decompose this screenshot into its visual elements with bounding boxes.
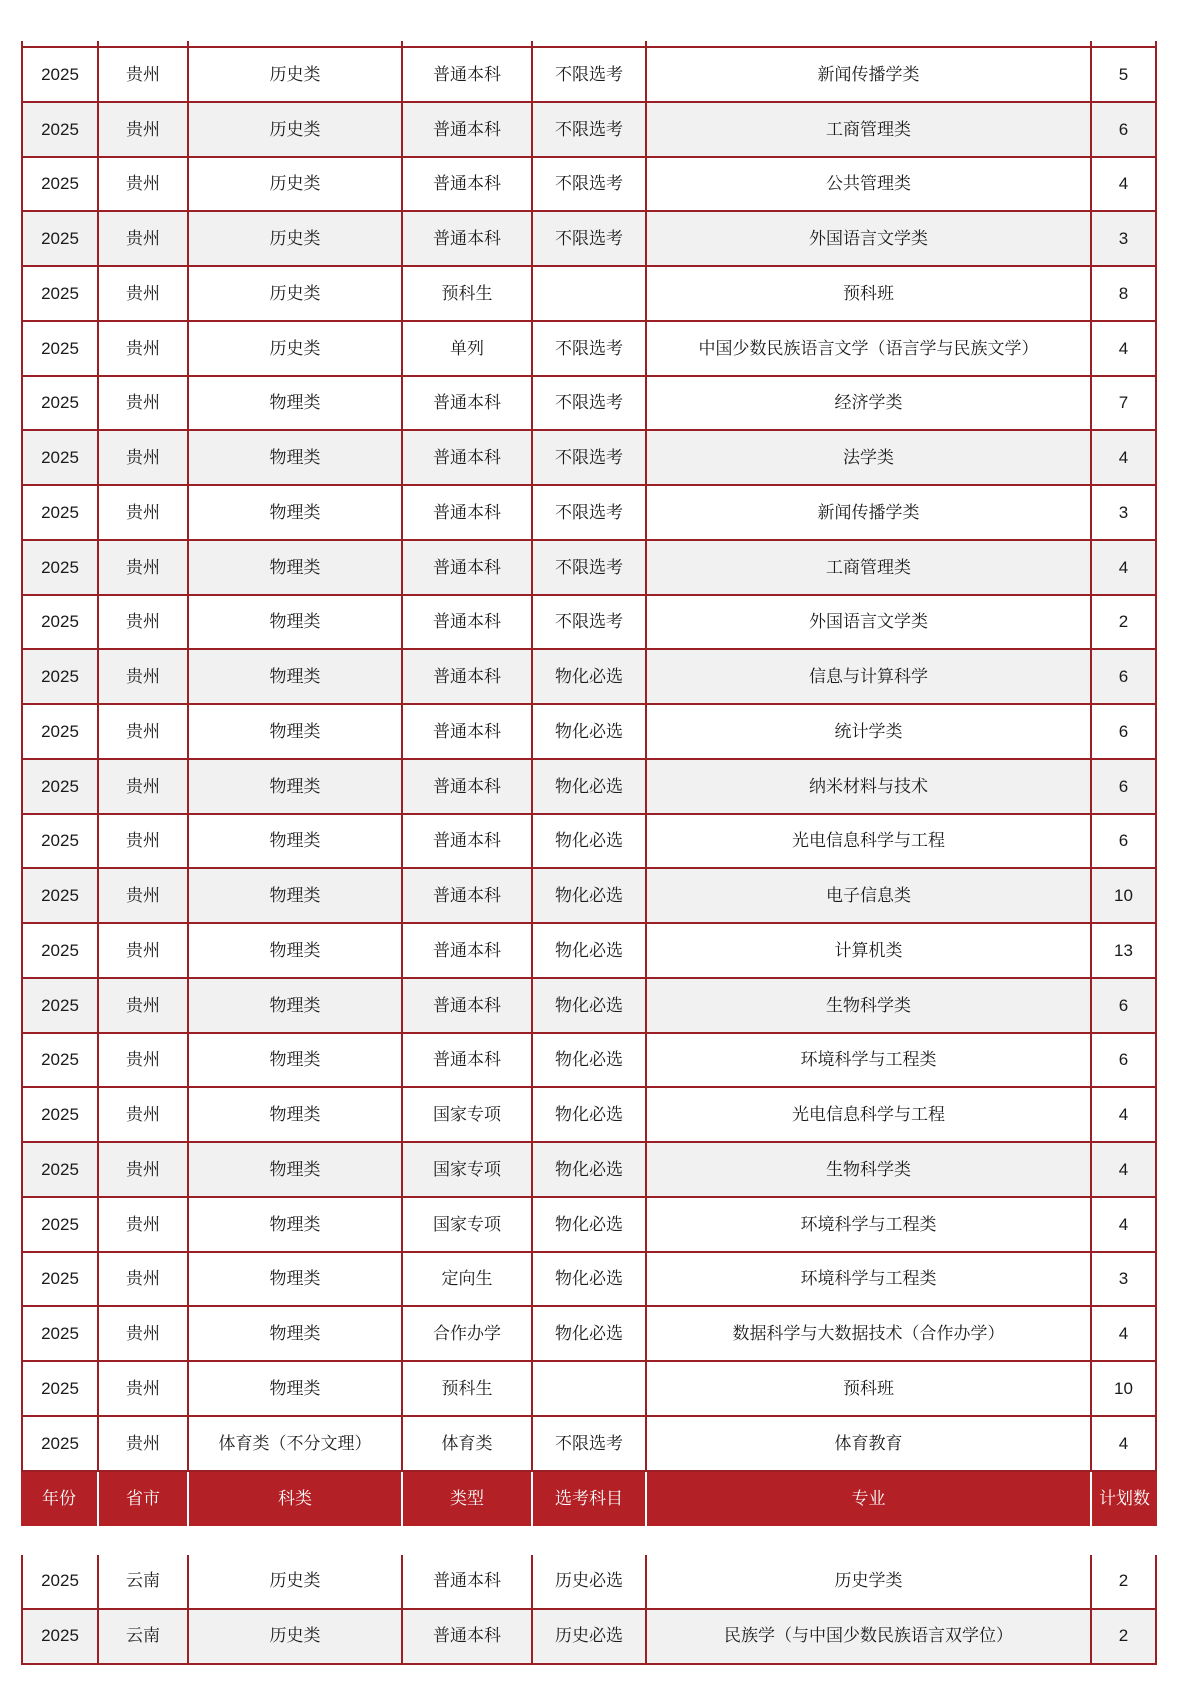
- cell-year: 2025: [21, 1253, 99, 1306]
- cell-type: 普通本科: [403, 431, 533, 484]
- cell-count: 4: [1092, 1307, 1157, 1360]
- cell-type: 普通本科: [403, 979, 533, 1032]
- table-row: [21, 1555, 1157, 1610]
- cell-count: 5: [1092, 48, 1157, 101]
- table-row: [21, 1417, 1157, 1472]
- stub-cell: [1092, 41, 1157, 46]
- cell-year: 2025: [21, 1088, 99, 1141]
- cell-type: 普通本科: [403, 541, 533, 594]
- stub-cell: [403, 41, 533, 46]
- cell-count: 2: [1092, 1610, 1157, 1663]
- cell-count: 2: [1092, 1555, 1157, 1608]
- cell-category: 物理类: [189, 924, 403, 977]
- cell-major: 公共管理类: [647, 158, 1092, 211]
- cell-province: 贵州: [99, 1417, 189, 1470]
- cell-year: 2025: [21, 1610, 99, 1663]
- cell-subjects: 不限选考: [533, 48, 647, 101]
- table-row: [21, 1362, 1157, 1417]
- cell-major: 新闻传播学类: [647, 486, 1092, 539]
- cell-year: 2025: [21, 1143, 99, 1196]
- cell-year: 2025: [21, 924, 99, 977]
- cell-count: 3: [1092, 212, 1157, 265]
- cell-subjects: 不限选考: [533, 103, 647, 156]
- cell-subjects: 物化必选: [533, 815, 647, 868]
- cell-major: 历史学类: [647, 1555, 1092, 1608]
- cell-subjects: 不限选考: [533, 322, 647, 375]
- cell-year: 2025: [21, 815, 99, 868]
- table-row: [21, 103, 1157, 158]
- stub-cell: [99, 41, 189, 46]
- cell-province: 贵州: [99, 267, 189, 320]
- cell-count: 4: [1092, 1088, 1157, 1141]
- cell-province: 贵州: [99, 431, 189, 484]
- cell-subjects: [533, 1362, 647, 1415]
- cell-category: 物理类: [189, 979, 403, 1032]
- cell-major: 环境科学与工程类: [647, 1034, 1092, 1087]
- cell-category: 物理类: [189, 486, 403, 539]
- header-cell-category: 科类: [189, 1472, 403, 1526]
- cell-type: 普通本科: [403, 815, 533, 868]
- cell-category: 物理类: [189, 1034, 403, 1087]
- cell-year: 2025: [21, 431, 99, 484]
- cropped-row-top: [21, 41, 1157, 48]
- table-row: [21, 1088, 1157, 1143]
- header-cell-year: 年份: [21, 1472, 99, 1526]
- section-gap: [21, 1526, 1157, 1555]
- cell-province: 贵州: [99, 815, 189, 868]
- table-row: [21, 979, 1157, 1034]
- cell-major: 预科班: [647, 267, 1092, 320]
- cell-year: 2025: [21, 979, 99, 1032]
- cell-subjects: 物化必选: [533, 760, 647, 813]
- cell-category: 物理类: [189, 1307, 403, 1360]
- cell-year: 2025: [21, 1417, 99, 1470]
- stub-cell: [21, 41, 99, 46]
- cell-subjects: 物化必选: [533, 869, 647, 922]
- table-row: [21, 705, 1157, 760]
- cell-category: 物理类: [189, 596, 403, 649]
- cell-type: 定向生: [403, 1253, 533, 1306]
- cell-count: 4: [1092, 1198, 1157, 1251]
- cell-category: 历史类: [189, 158, 403, 211]
- cell-subjects: 物化必选: [533, 650, 647, 703]
- cell-count: 10: [1092, 1362, 1157, 1415]
- cell-province: 贵州: [99, 1198, 189, 1251]
- cell-category: 物理类: [189, 1362, 403, 1415]
- cell-count: 4: [1092, 158, 1157, 211]
- cell-province: 贵州: [99, 596, 189, 649]
- guizhou-rows-block: [21, 48, 1157, 1472]
- cell-type: 普通本科: [403, 869, 533, 922]
- cell-subjects: 物化必选: [533, 1307, 647, 1360]
- cell-count: 6: [1092, 1034, 1157, 1087]
- table-row: [21, 431, 1157, 486]
- table-row: [21, 924, 1157, 979]
- table-row: [21, 869, 1157, 924]
- cell-type: 预科生: [403, 1362, 533, 1415]
- cell-province: 贵州: [99, 979, 189, 1032]
- cell-category: 历史类: [189, 48, 403, 101]
- cell-subjects: 物化必选: [533, 1088, 647, 1141]
- cell-subjects: 不限选考: [533, 377, 647, 430]
- cell-count: 3: [1092, 486, 1157, 539]
- stub-cell: [189, 41, 403, 46]
- cell-province: 贵州: [99, 705, 189, 758]
- cell-province: 贵州: [99, 322, 189, 375]
- table-row: [21, 377, 1157, 432]
- cell-count: 4: [1092, 1143, 1157, 1196]
- cell-province: 云南: [99, 1610, 189, 1663]
- cell-major: 光电信息科学与工程: [647, 1088, 1092, 1141]
- cell-year: 2025: [21, 158, 99, 211]
- cell-type: 普通本科: [403, 1034, 533, 1087]
- cell-province: 贵州: [99, 924, 189, 977]
- cell-type: 普通本科: [403, 158, 533, 211]
- cell-type: 普通本科: [403, 103, 533, 156]
- cell-type: 普通本科: [403, 48, 533, 101]
- cell-count: 6: [1092, 979, 1157, 1032]
- cell-count: 3: [1092, 1253, 1157, 1306]
- cell-category: 物理类: [189, 1198, 403, 1251]
- cell-category: 历史类: [189, 1610, 403, 1663]
- table-row: [21, 596, 1157, 651]
- cell-category: 物理类: [189, 1143, 403, 1196]
- cell-province: 云南: [99, 1555, 189, 1608]
- table-row: [21, 322, 1157, 377]
- cell-year: 2025: [21, 869, 99, 922]
- cell-subjects: 不限选考: [533, 541, 647, 594]
- cell-major: 民族学（与中国少数民族语言双学位）: [647, 1610, 1092, 1663]
- cell-type: 普通本科: [403, 1555, 533, 1608]
- table-row: [21, 1143, 1157, 1198]
- stub-cell: [647, 41, 1092, 46]
- table-header-row: [21, 1472, 1157, 1526]
- cell-subjects: 不限选考: [533, 486, 647, 539]
- table-row: [21, 1253, 1157, 1308]
- cell-type: 国家专项: [403, 1198, 533, 1251]
- cell-type: 普通本科: [403, 760, 533, 813]
- cell-province: 贵州: [99, 48, 189, 101]
- cell-count: 6: [1092, 103, 1157, 156]
- cell-subjects: 不限选考: [533, 212, 647, 265]
- cell-major: 外国语言文学类: [647, 596, 1092, 649]
- cell-category: 物理类: [189, 1088, 403, 1141]
- cell-type: 普通本科: [403, 377, 533, 430]
- table-row: [21, 541, 1157, 596]
- cell-major: 信息与计算科学: [647, 650, 1092, 703]
- cell-major: 工商管理类: [647, 103, 1092, 156]
- cell-type: 预科生: [403, 267, 533, 320]
- cell-major: 数据科学与大数据技术（合作办学）: [647, 1307, 1092, 1360]
- cell-province: 贵州: [99, 1253, 189, 1306]
- cell-major: 环境科学与工程类: [647, 1253, 1092, 1306]
- cell-province: 贵州: [99, 869, 189, 922]
- cell-category: 历史类: [189, 212, 403, 265]
- cell-province: 贵州: [99, 760, 189, 813]
- header-cell-type: 类型: [403, 1472, 533, 1526]
- cell-category: 历史类: [189, 103, 403, 156]
- cell-category: 物理类: [189, 705, 403, 758]
- cell-major: 环境科学与工程类: [647, 1198, 1092, 1251]
- table-row: [21, 650, 1157, 705]
- admission-plan-table: [21, 41, 1157, 1665]
- cell-year: 2025: [21, 1362, 99, 1415]
- cell-type: 普通本科: [403, 486, 533, 539]
- table-row: [21, 158, 1157, 213]
- cell-major: 生物科学类: [647, 1143, 1092, 1196]
- cell-major: 工商管理类: [647, 541, 1092, 594]
- cell-category: 物理类: [189, 650, 403, 703]
- cell-province: 贵州: [99, 1034, 189, 1087]
- cell-type: 体育类: [403, 1417, 533, 1470]
- cell-year: 2025: [21, 760, 99, 813]
- table-row: [21, 1307, 1157, 1362]
- cell-count: 6: [1092, 650, 1157, 703]
- cell-type: 普通本科: [403, 212, 533, 265]
- cell-type: 合作办学: [403, 1307, 533, 1360]
- table-row: [21, 48, 1157, 103]
- table-row: [21, 1034, 1157, 1089]
- cell-type: 普通本科: [403, 924, 533, 977]
- cell-category: 物理类: [189, 760, 403, 813]
- cell-year: 2025: [21, 1555, 99, 1608]
- cell-count: 4: [1092, 431, 1157, 484]
- cell-province: 贵州: [99, 1088, 189, 1141]
- cell-subjects: 物化必选: [533, 1198, 647, 1251]
- cell-category: 体育类（不分文理）: [189, 1417, 403, 1470]
- cell-major: 经济学类: [647, 377, 1092, 430]
- cell-type: 国家专项: [403, 1143, 533, 1196]
- cell-province: 贵州: [99, 158, 189, 211]
- cell-count: 8: [1092, 267, 1157, 320]
- cell-subjects: [533, 267, 647, 320]
- cell-year: 2025: [21, 596, 99, 649]
- cell-subjects: 不限选考: [533, 1417, 647, 1470]
- cell-year: 2025: [21, 1198, 99, 1251]
- table-row: [21, 815, 1157, 870]
- cell-category: 历史类: [189, 322, 403, 375]
- cell-major: 体育教育: [647, 1417, 1092, 1470]
- cell-subjects: 物化必选: [533, 1034, 647, 1087]
- cell-subjects: 不限选考: [533, 158, 647, 211]
- header-cell-subjects: 选考科目: [533, 1472, 647, 1526]
- header-cell-count: 计划数: [1099, 1488, 1150, 1508]
- cell-type: 普通本科: [403, 705, 533, 758]
- cell-type: 国家专项: [403, 1088, 533, 1141]
- cell-major: 预科班: [647, 1362, 1092, 1415]
- cell-count: 2: [1092, 596, 1157, 649]
- cell-category: 物理类: [189, 1253, 403, 1306]
- cell-count: 10: [1092, 869, 1157, 922]
- cell-year: 2025: [21, 377, 99, 430]
- cell-subjects: 物化必选: [533, 705, 647, 758]
- table-row: [21, 760, 1157, 815]
- cell-type: 普通本科: [403, 596, 533, 649]
- cell-category: 物理类: [189, 431, 403, 484]
- header-cell-major: 专业: [647, 1472, 1092, 1526]
- cell-year: 2025: [21, 1034, 99, 1087]
- cell-year: 2025: [21, 705, 99, 758]
- cell-subjects: 不限选考: [533, 596, 647, 649]
- cell-subjects: 不限选考: [533, 431, 647, 484]
- table-row: [21, 267, 1157, 322]
- cell-subjects: 物化必选: [533, 924, 647, 977]
- cell-major: 中国少数民族语言文学（语言学与民族文学）: [647, 322, 1092, 375]
- cell-category: 物理类: [189, 815, 403, 868]
- cell-major: 法学类: [647, 431, 1092, 484]
- cell-year: 2025: [21, 541, 99, 594]
- header-cell-province: 省市: [99, 1472, 189, 1526]
- cell-province: 贵州: [99, 1307, 189, 1360]
- cell-count: 4: [1092, 1417, 1157, 1470]
- cell-year: 2025: [21, 212, 99, 265]
- cell-year: 2025: [21, 486, 99, 539]
- cell-province: 贵州: [99, 1362, 189, 1415]
- cell-province: 贵州: [99, 1143, 189, 1196]
- cell-major: 统计学类: [647, 705, 1092, 758]
- cell-province: 贵州: [99, 212, 189, 265]
- cell-major: 生物科学类: [647, 979, 1092, 1032]
- cell-type: 普通本科: [403, 650, 533, 703]
- cell-subjects: 物化必选: [533, 1253, 647, 1306]
- cell-subjects: 历史必选: [533, 1610, 647, 1663]
- cell-major: 纳米材料与技术: [647, 760, 1092, 813]
- table-row: [21, 1198, 1157, 1253]
- cell-major: 计算机类: [647, 924, 1092, 977]
- cell-year: 2025: [21, 48, 99, 101]
- stub-cell: [533, 41, 647, 46]
- cell-major: 新闻传播学类: [647, 48, 1092, 101]
- table-row: [21, 1610, 1157, 1665]
- cell-year: 2025: [21, 267, 99, 320]
- cell-count: 4: [1092, 322, 1157, 375]
- table-row: [21, 486, 1157, 541]
- cell-category: 物理类: [189, 869, 403, 922]
- cell-province: 贵州: [99, 541, 189, 594]
- cell-type: 普通本科: [403, 1610, 533, 1663]
- cell-year: 2025: [21, 322, 99, 375]
- cell-count: 7: [1092, 377, 1157, 430]
- cell-category: 物理类: [189, 377, 403, 430]
- cell-subjects: 历史必选: [533, 1555, 647, 1608]
- cell-count: 4: [1092, 541, 1157, 594]
- cell-province: 贵州: [99, 103, 189, 156]
- cell-count: 6: [1092, 705, 1157, 758]
- cell-category: 历史类: [189, 1555, 403, 1608]
- cell-major: 电子信息类: [647, 869, 1092, 922]
- cell-category: 物理类: [189, 541, 403, 594]
- cell-count: 13: [1092, 924, 1157, 977]
- cell-count: 6: [1092, 760, 1157, 813]
- cell-major: 外国语言文学类: [647, 212, 1092, 265]
- cell-type: 单列: [403, 322, 533, 375]
- cell-subjects: 物化必选: [533, 1143, 647, 1196]
- table-row: [21, 212, 1157, 267]
- cell-province: 贵州: [99, 377, 189, 430]
- cell-province: 贵州: [99, 486, 189, 539]
- cell-year: 2025: [21, 103, 99, 156]
- cell-major: 光电信息科学与工程: [647, 815, 1092, 868]
- cell-year: 2025: [21, 650, 99, 703]
- cell-province: 贵州: [99, 650, 189, 703]
- cell-category: 历史类: [189, 267, 403, 320]
- cell-year: 2025: [21, 1307, 99, 1360]
- cell-count: 6: [1092, 815, 1157, 868]
- yunnan-rows-block: [21, 1555, 1157, 1665]
- cell-subjects: 物化必选: [533, 979, 647, 1032]
